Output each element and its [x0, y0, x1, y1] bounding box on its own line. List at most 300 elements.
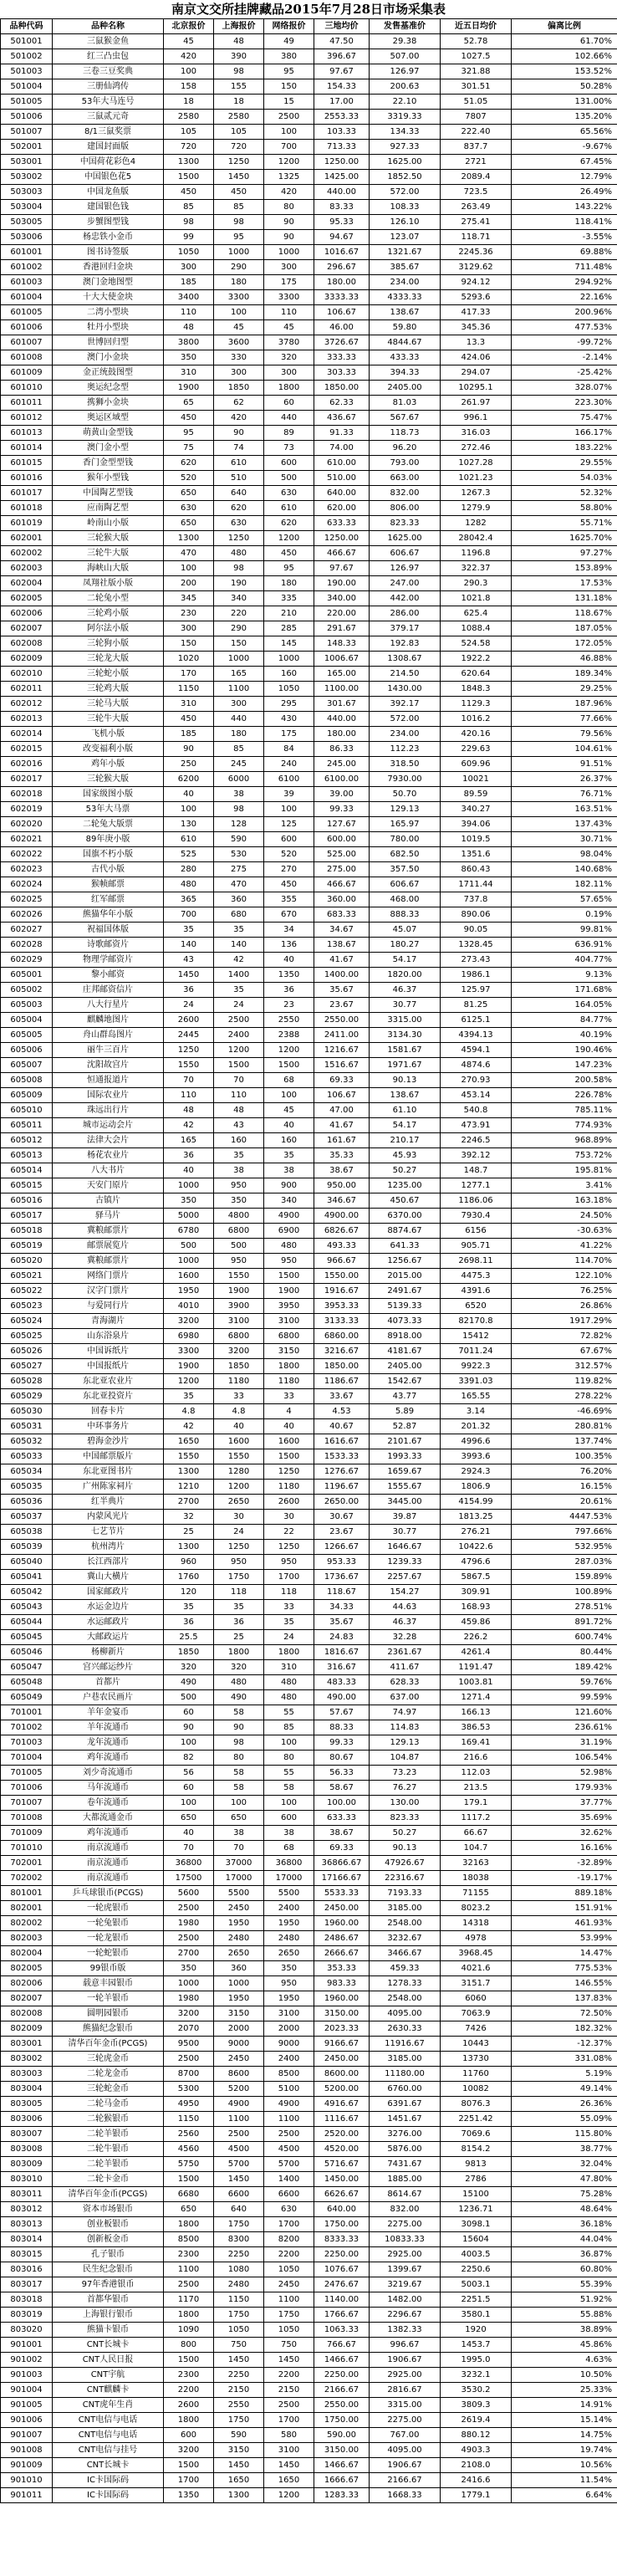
cell-average: 490.00	[314, 1690, 370, 1705]
cell-deviation: 11.54%	[512, 2473, 617, 2488]
cell-beijing: 48	[164, 1103, 214, 1118]
cell-beijing: 1000	[164, 1254, 214, 1269]
cell-deviation: 143.22%	[512, 200, 617, 215]
cell-base-price: 30.77	[370, 998, 441, 1013]
cell-beijing: 2300	[164, 2247, 214, 2262]
cell-base-price: 1885.00	[370, 2172, 441, 2187]
cell-five-day-avg: 1191.47	[441, 1660, 512, 1675]
cell-beijing: 1500	[164, 2172, 214, 2187]
cell-deviation: 26.37%	[512, 772, 617, 787]
cell-code: 605002	[1, 983, 53, 998]
cell-name: 二轮兔小型	[53, 591, 164, 606]
cell-online: 600	[264, 1811, 314, 1826]
cell-beijing: 230	[164, 606, 214, 621]
cell-beijing: 150	[164, 636, 214, 652]
cell-beijing: 1250	[164, 1043, 214, 1058]
cell-name: 国际农业片	[53, 1088, 164, 1103]
cell-shanghai: 58	[214, 1766, 264, 1781]
cell-code: 605048	[1, 1675, 53, 1690]
cell-beijing: 1210	[164, 1480, 214, 1495]
cell-base-price: 1239.33	[370, 1555, 441, 1570]
cell-base-price: 1906.67	[370, 2353, 441, 2368]
cell-shanghai: 90	[214, 1720, 264, 1735]
cell-five-day-avg: 8154.2	[441, 2142, 512, 2157]
cell-name: 澳门金小型	[53, 441, 164, 456]
cell-shanghai: 140	[214, 938, 264, 953]
cell-online: 30	[264, 1510, 314, 1525]
cell-five-day-avg: 2698.11	[441, 1254, 512, 1269]
table-row	[1, 1766, 617, 1781]
cell-beijing: 24	[164, 998, 214, 1013]
cell-online: 90	[264, 230, 314, 245]
cell-deviation: 100.35%	[512, 1449, 617, 1464]
cell-average: 97.67	[314, 561, 370, 576]
table-row	[1, 2338, 617, 2353]
cell-online: 430	[264, 712, 314, 727]
cell-beijing: 1600	[164, 1269, 214, 1284]
cell-shanghai: 48	[214, 1103, 264, 1118]
cell-shanghai: 1250	[214, 1540, 264, 1555]
table-row	[1, 1811, 617, 1826]
cell-base-price: 214.50	[370, 667, 441, 682]
cell-base-price: 11916.67	[370, 2037, 441, 2052]
cell-average: 127.67	[314, 817, 370, 832]
cell-base-price: 138.67	[370, 305, 441, 320]
cell-code: 601007	[1, 335, 53, 350]
table-row	[1, 1931, 617, 1946]
cell-base-price: 832.00	[370, 2202, 441, 2217]
table-row	[1, 1404, 617, 1419]
cell-shanghai: 58	[214, 1705, 264, 1720]
cell-average: 983.33	[314, 1976, 370, 1991]
cell-code: 803019	[1, 2308, 53, 2323]
cell-deviation: 163.18%	[512, 1193, 617, 1209]
cell-online: 73	[264, 441, 314, 456]
cell-base-price: 1852.50	[370, 170, 441, 185]
cell-beijing: 525	[164, 847, 214, 862]
cell-base-price: 1451.67	[370, 2112, 441, 2127]
cell-code: 605037	[1, 1510, 53, 1525]
cell-beijing: 3200	[164, 1314, 214, 1329]
cell-deviation: 100.89%	[512, 1585, 617, 1600]
cell-shanghai: 4800	[214, 1209, 264, 1224]
cell-name: 图书诗签版	[53, 245, 164, 260]
cell-five-day-avg: 9813	[441, 2157, 512, 2172]
cell-deviation: 26.49%	[512, 185, 617, 200]
cell-five-day-avg: 340.27	[441, 802, 512, 817]
cell-name: 红半典片	[53, 1495, 164, 1510]
cell-online: 320	[264, 350, 314, 365]
cell-beijing: 600	[164, 2428, 214, 2443]
cell-deviation: 889.18%	[512, 1886, 617, 1901]
cell-code: 602009	[1, 652, 53, 667]
cell-deviation: 104.61%	[512, 742, 617, 757]
cell-code: 901008	[1, 2443, 53, 2458]
cell-code: 701002	[1, 1720, 53, 1735]
cell-base-price: 379.17	[370, 621, 441, 636]
cell-shanghai: 610	[214, 456, 264, 471]
cell-average: 2250.00	[314, 2247, 370, 2262]
cell-five-day-avg: 4261.4	[441, 1645, 512, 1660]
cell-beijing: 650	[164, 1811, 214, 1826]
cell-shanghai: 490	[214, 1690, 264, 1705]
cell-name: 飞机小版	[53, 727, 164, 742]
cell-beijing: 70	[164, 1841, 214, 1856]
cell-average: 440.00	[314, 712, 370, 727]
cell-five-day-avg: 1779.1	[441, 2488, 512, 2503]
cell-code: 602023	[1, 862, 53, 877]
cell-online: 300	[264, 260, 314, 275]
cell-five-day-avg: 18038	[441, 1871, 512, 1886]
cell-deviation: 51.92%	[512, 2292, 617, 2308]
cell-average: 2666.67	[314, 1946, 370, 1961]
table-row	[1, 140, 617, 155]
cell-code: 602014	[1, 727, 53, 742]
cell-five-day-avg: 125.97	[441, 983, 512, 998]
cell-base-price: 73.23	[370, 1766, 441, 1781]
cell-code: 901006	[1, 2413, 53, 2428]
cell-code: 605001	[1, 968, 53, 983]
cell-average: 36866.67	[314, 1856, 370, 1871]
cell-shanghai: 1750	[214, 2217, 264, 2232]
cell-deviation: 17.53%	[512, 576, 617, 591]
cell-code: 605027	[1, 1359, 53, 1374]
table-row	[1, 1690, 617, 1705]
cell-name: 国家邮政片	[53, 1585, 164, 1600]
cell-base-price: 4844.67	[370, 335, 441, 350]
cell-deviation: -3.55%	[512, 230, 617, 245]
cell-shanghai: 2550	[214, 2398, 264, 2413]
cell-code: 802004	[1, 1946, 53, 1961]
cell-online: 240	[264, 757, 314, 772]
cell-name: 古代小版	[53, 862, 164, 877]
table-row	[1, 486, 617, 501]
cell-online: 310	[264, 1660, 314, 1675]
table-row	[1, 2021, 617, 2037]
cell-five-day-avg: 4475.3	[441, 1269, 512, 1284]
cell-average: 2411.00	[314, 1028, 370, 1043]
cell-name: 步蟹图型钱	[53, 215, 164, 230]
cell-shanghai: 3100	[214, 1314, 264, 1329]
cell-name: 中国陶艺型钱	[53, 486, 164, 501]
cell-deviation: 38.89%	[512, 2323, 617, 2338]
cell-shanghai: 1000	[214, 245, 264, 260]
table-row	[1, 1299, 617, 1314]
table-row	[1, 2473, 617, 2488]
cell-code: 605039	[1, 1540, 53, 1555]
cell-code: 602024	[1, 877, 53, 892]
cell-code: 605018	[1, 1224, 53, 1239]
cell-deviation: 153.89%	[512, 561, 617, 576]
cell-beijing: 1050	[164, 245, 214, 260]
cell-beijing: 620	[164, 456, 214, 471]
cell-name: 建国银色钱	[53, 200, 164, 215]
cell-five-day-avg: 2108.0	[441, 2458, 512, 2473]
cell-online: 900	[264, 1178, 314, 1193]
cell-five-day-avg: 316.03	[441, 426, 512, 441]
cell-base-price: 628.33	[370, 1675, 441, 1690]
cell-online: 9000	[264, 2037, 314, 2052]
cell-name: 载意丰园银币	[53, 1976, 164, 1991]
cell-code: 601002	[1, 260, 53, 275]
cell-name: 三轮龙大版	[53, 652, 164, 667]
cell-five-day-avg: 1016.2	[441, 712, 512, 727]
cell-online: 3300	[264, 290, 314, 305]
cell-base-price: 138.67	[370, 1088, 441, 1103]
cell-five-day-avg: 4996.6	[441, 1434, 512, 1449]
cell-average: 35.33	[314, 1148, 370, 1163]
table-row	[1, 2443, 617, 2458]
table-row	[1, 576, 617, 591]
table-row	[1, 1043, 617, 1058]
table-row	[1, 1464, 617, 1480]
cell-code: 601019	[1, 516, 53, 531]
table-row	[1, 2398, 617, 2413]
cell-beijing: 1100	[164, 2262, 214, 2277]
cell-name: 三轮鸡小版	[53, 606, 164, 621]
cell-five-day-avg: 322.37	[441, 561, 512, 576]
cell-five-day-avg: 996.1	[441, 411, 512, 426]
cell-average: 1450.00	[314, 2172, 370, 2187]
cell-five-day-avg: 6156	[441, 1224, 512, 1239]
cell-code: 601015	[1, 456, 53, 471]
cell-deviation: 135.20%	[512, 110, 617, 125]
cell-five-day-avg: 270.93	[441, 1073, 512, 1088]
cell-five-day-avg: 222.40	[441, 125, 512, 140]
cell-beijing: 48	[164, 320, 214, 335]
cell-online: 175	[264, 275, 314, 290]
cell-five-day-avg: 3232.1	[441, 2368, 512, 2383]
cell-average: 683.33	[314, 907, 370, 923]
cell-base-price: 192.83	[370, 636, 441, 652]
cell-shanghai: 1250	[214, 531, 264, 546]
cell-average: 275.00	[314, 862, 370, 877]
cell-beijing: 3800	[164, 335, 214, 350]
cell-beijing: 35	[164, 923, 214, 938]
cell-average: 396.67	[314, 49, 370, 64]
cell-average: 966.67	[314, 1254, 370, 1269]
cell-average: 6826.67	[314, 1224, 370, 1239]
cell-five-day-avg: 8023.2	[441, 1901, 512, 1916]
cell-online: 55	[264, 1705, 314, 1720]
cell-base-price: 126.97	[370, 561, 441, 576]
cell-code: 601010	[1, 381, 53, 396]
cell-name: 三轮马大版	[53, 697, 164, 712]
cell-average: 99.33	[314, 802, 370, 817]
cell-online: 23	[264, 998, 314, 1013]
cell-deviation: 159.89%	[512, 1570, 617, 1585]
cell-base-price: 30.77	[370, 1525, 441, 1540]
cell-beijing: 98	[164, 215, 214, 230]
cell-beijing: 450	[164, 411, 214, 426]
cell-code: 503006	[1, 230, 53, 245]
cell-five-day-avg: 1279.9	[441, 501, 512, 516]
cell-beijing: 1150	[164, 2112, 214, 2127]
cell-code: 602006	[1, 606, 53, 621]
cell-name: 改变福利小版	[53, 742, 164, 757]
cell-code: 502001	[1, 140, 53, 155]
cell-base-price: 52.87	[370, 1419, 441, 1434]
cell-beijing: 1800	[164, 2217, 214, 2232]
cell-code: 605046	[1, 1645, 53, 1660]
cell-shanghai: 2480	[214, 1931, 264, 1946]
cell-base-price: 394.33	[370, 365, 441, 381]
cell-base-price: 3185.00	[370, 2052, 441, 2067]
cell-code: 501003	[1, 64, 53, 79]
cell-code: 901009	[1, 2458, 53, 2473]
cell-online: 1200	[264, 1043, 314, 1058]
cell-base-price: 8614.67	[370, 2187, 441, 2202]
cell-beijing: 105	[164, 125, 214, 140]
cell-base-price: 459.33	[370, 1961, 441, 1976]
cell-online: 1000	[264, 652, 314, 667]
cell-base-price: 234.00	[370, 727, 441, 742]
cell-beijing: 6200	[164, 772, 214, 787]
cell-deviation: 53.99%	[512, 1931, 617, 1946]
cell-name: 诗歌邮资片	[53, 938, 164, 953]
cell-average: 610.00	[314, 456, 370, 471]
cell-shanghai: 1550	[214, 1449, 264, 1464]
table-row	[1, 1314, 617, 1329]
cell-average: 1466.67	[314, 2458, 370, 2473]
cell-name: 与爱同行片	[53, 1299, 164, 1314]
cell-beijing: 500	[164, 1239, 214, 1254]
cell-beijing: 2445	[164, 1028, 214, 1043]
cell-code: 602001	[1, 531, 53, 546]
cell-name: 鸡年流通币	[53, 1826, 164, 1841]
cell-average: 58.67	[314, 1781, 370, 1796]
cell-base-price: 1659.67	[370, 1464, 441, 1480]
cell-shanghai: 98	[214, 64, 264, 79]
cell-five-day-avg: 11760	[441, 2067, 512, 2082]
cell-average: 291.67	[314, 621, 370, 636]
cell-code: 605013	[1, 1148, 53, 1163]
cell-deviation: 200.58%	[512, 1073, 617, 1088]
cell-online: 136	[264, 938, 314, 953]
cell-shanghai: 2580	[214, 110, 264, 125]
cell-five-day-avg: 3098.1	[441, 2217, 512, 2232]
cell-name: 二轮卡金币	[53, 2172, 164, 2187]
cell-code: 605019	[1, 1239, 53, 1254]
table-row	[1, 110, 617, 125]
cell-shanghai: 35	[214, 1600, 264, 1615]
cell-shanghai: 650	[214, 1811, 264, 1826]
cell-beijing: 470	[164, 546, 214, 561]
cell-name: 二轮兔大版票	[53, 817, 164, 832]
cell-beijing: 100	[164, 802, 214, 817]
cell-code: 803020	[1, 2323, 53, 2338]
cell-name: 内蒙风光片	[53, 1510, 164, 1525]
cell-shanghai: 4.8	[214, 1404, 264, 1419]
cell-shanghai: 1750	[214, 1570, 264, 1585]
cell-five-day-avg: 261.97	[441, 396, 512, 411]
cell-online: 1250	[264, 1464, 314, 1480]
cell-beijing: 35	[164, 1389, 214, 1404]
cell-code: 803014	[1, 2232, 53, 2247]
cell-code: 803005	[1, 2097, 53, 2112]
cell-code: 605030	[1, 1404, 53, 1419]
cell-online: 35	[264, 1148, 314, 1163]
cell-name: 水运金边片	[53, 1600, 164, 1615]
cell-name: 碧海金沙片	[53, 1434, 164, 1449]
cell-deviation: -12.37%	[512, 2037, 617, 2052]
cell-shanghai: 180	[214, 727, 264, 742]
cell-five-day-avg: 453.14	[441, 1088, 512, 1103]
table-row	[1, 1826, 617, 1841]
cell-name: 三轮牛大版	[53, 546, 164, 561]
cell-deviation: 98.04%	[512, 847, 617, 862]
cell-name: 应南陶艺型	[53, 501, 164, 516]
cell-base-price: 1542.67	[370, 1374, 441, 1389]
cell-base-price: 22316.67	[370, 1871, 441, 1886]
cell-deviation: 22.16%	[512, 290, 617, 305]
cell-five-day-avg: 14318	[441, 1916, 512, 1931]
cell-average: 138.67	[314, 938, 370, 953]
cell-online: 4500	[264, 2142, 314, 2157]
cell-deviation: 753.72%	[512, 1148, 617, 1163]
cell-name: 庄邦邮资信片	[53, 983, 164, 998]
cell-five-day-avg: 4978	[441, 1931, 512, 1946]
cell-beijing: 110	[164, 1088, 214, 1103]
cell-name: 澳门小金块	[53, 350, 164, 365]
table-row	[1, 561, 617, 576]
cell-shanghai: 420	[214, 411, 264, 426]
cell-name: 上海银行银币	[53, 2308, 164, 2323]
cell-base-price: 7930.00	[370, 772, 441, 787]
cell-name: 网络门票片	[53, 1269, 164, 1284]
cell-deviation: 404.77%	[512, 953, 617, 968]
col-header-five-day-avg: 近五日均价	[441, 19, 512, 34]
cell-name: 二湾小型块	[53, 305, 164, 320]
cell-five-day-avg: 216.6	[441, 1751, 512, 1766]
cell-beijing: 350	[164, 1193, 214, 1209]
cell-beijing: 5000	[164, 1209, 214, 1224]
cell-deviation: 532.95%	[512, 1540, 617, 1555]
cell-deviation: 72.50%	[512, 2006, 617, 2021]
cell-code: 601012	[1, 411, 53, 426]
cell-average: 620.00	[314, 501, 370, 516]
cell-base-price: 385.67	[370, 260, 441, 275]
cell-beijing: 1550	[164, 1058, 214, 1073]
table-row	[1, 2052, 617, 2067]
table-row	[1, 1058, 617, 1073]
cell-base-price: 1321.67	[370, 245, 441, 260]
cell-average: 40.67	[314, 1419, 370, 1434]
cell-average: 1850.00	[314, 1359, 370, 1374]
table-row	[1, 1028, 617, 1043]
cell-base-price: 2257.67	[370, 1570, 441, 1585]
cell-base-price: 3219.67	[370, 2277, 441, 2292]
cell-beijing: 32	[164, 1510, 214, 1525]
cell-name: 53年大马连号	[53, 95, 164, 110]
cell-deviation: 183.22%	[512, 441, 617, 456]
cell-base-price: 50.70	[370, 787, 441, 802]
cell-online: 36	[264, 983, 314, 998]
cell-average: 303.33	[314, 365, 370, 381]
cell-code: 601004	[1, 290, 53, 305]
table-row	[1, 2458, 617, 2473]
cell-base-price: 46.37	[370, 983, 441, 998]
cell-beijing: 158	[164, 79, 214, 95]
cell-beijing: 6680	[164, 2187, 214, 2202]
cell-base-price: 126.10	[370, 215, 441, 230]
cell-base-price: 8918.00	[370, 1329, 441, 1344]
cell-code: 501006	[1, 110, 53, 125]
cell-five-day-avg: 1236.71	[441, 2202, 512, 2217]
cell-base-price: 2630.33	[370, 2021, 441, 2037]
cell-code: 901004	[1, 2383, 53, 2398]
cell-name: 熊猫纪念银币	[53, 2021, 164, 2037]
